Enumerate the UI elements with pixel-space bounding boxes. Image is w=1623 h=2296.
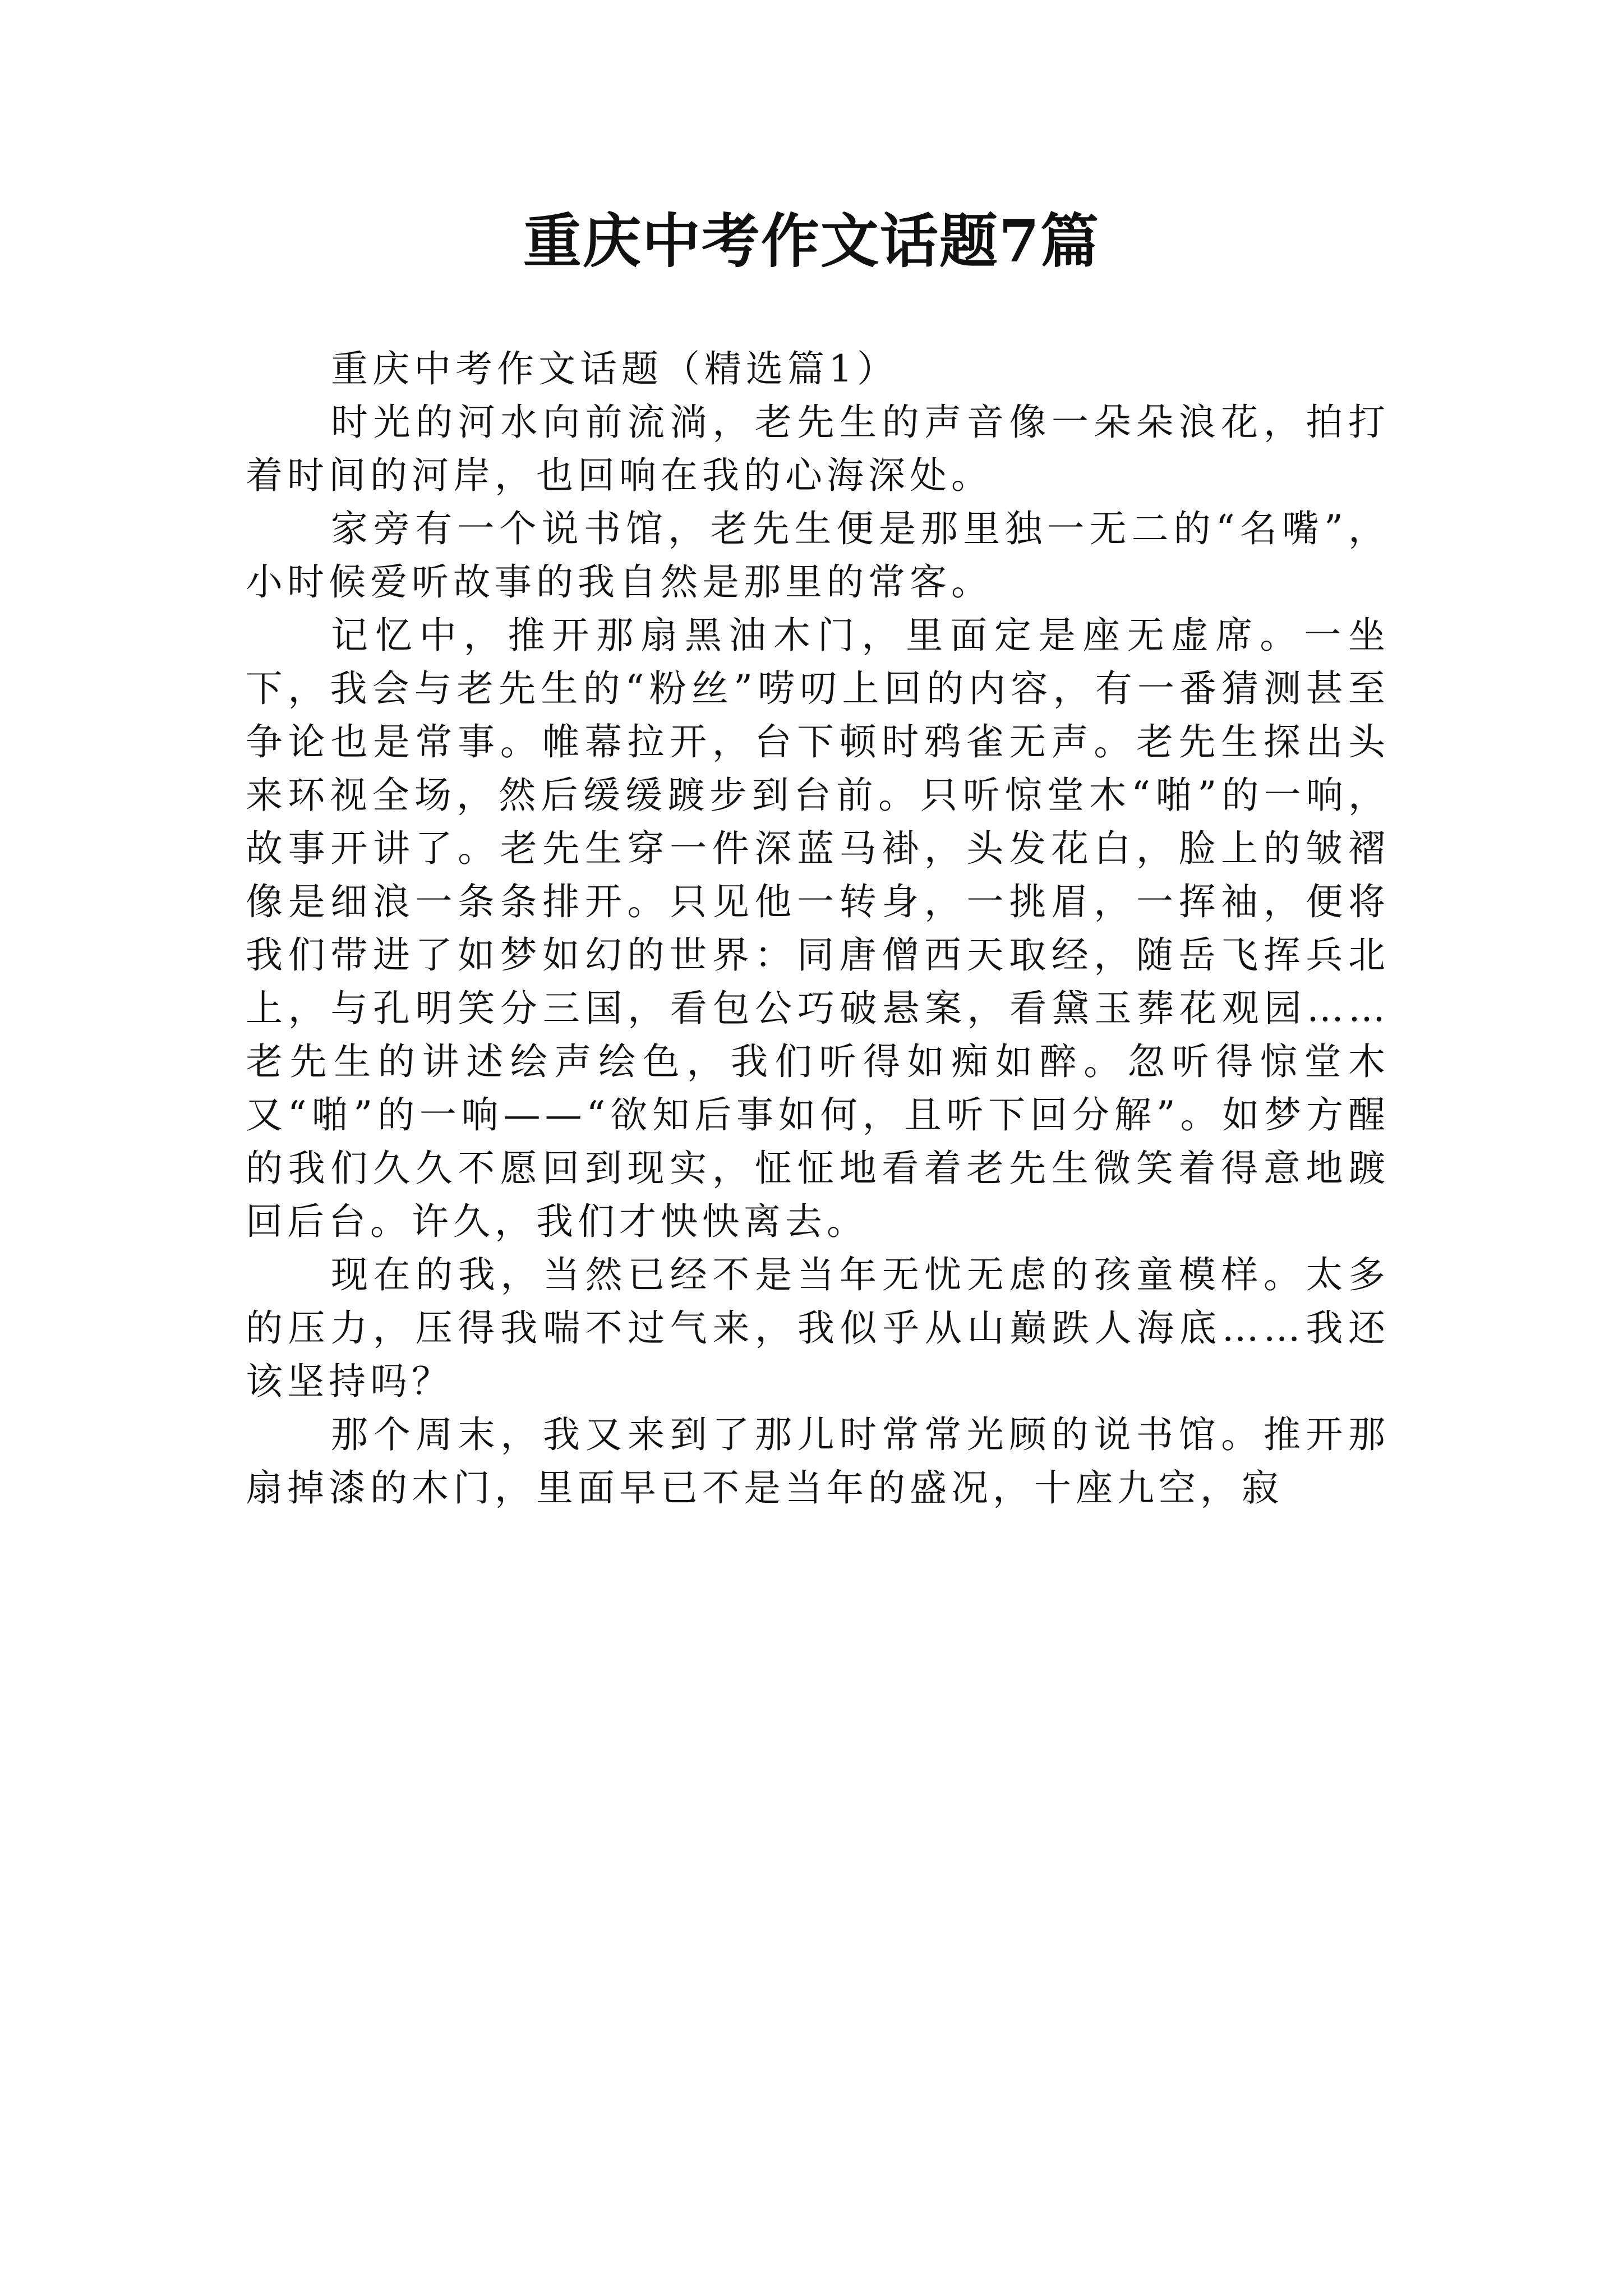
paragraph: 那个周末，我又来到了那儿时常常光顾的说书馆。推开那扇掉漆的木门，里面早已不是当年的盛况，十座九空，寂 xyxy=(246,1413,1390,1510)
document-title: 重庆中考作文话题7篇 xyxy=(523,206,1100,275)
document-body xyxy=(246,342,1390,1515)
section-heading: 重庆中考作文话题（精选篇1） xyxy=(331,347,898,390)
paragraph: 家旁有一个说书馆，老先生便是那里独一无二的“名嘴”，小时候爱听故事的我自然是那里的常客。 xyxy=(246,507,1390,604)
paragraph: 现在的我，当然已经不是当年无忧无虑的孩童模样。太多的压力，压得我喘不过气来，我似乎从山巅跌人海底……我还该坚持吗？ xyxy=(246,1253,1390,1403)
paragraph: 时光的河水向前流淌，老先生的声音像一朵朵浪花，拍打着时间的河岸，也回响在我的心海深处。 xyxy=(246,401,1390,497)
paragraph: 记忆中，推开那扇黑油木门，里面定是座无虚席。一坐下，我会与老先生的“粉丝”唠叨上回的内容，有一番猜测甚至争论也是常事。帷幕拉开，台下顿时鸦雀无声。老先生探出头来环视全场，然后缓缓踱步到台前。只听惊堂木“啪”的一响，故事开讲了。老先生穿一件深蓝马褂，头发花白，脸上的皱褶像是细浪一条条排开。只见他一转身，一挑眉，一挥袖，便将我们带进了如梦如幻的世界：同唐僧西天取经，随岳飞挥兵北上，与孔明笑分三国，看包公巧破悬案，看黛玉葬花观园……老先生的讲述绘声绘色，我们听得如痴如醉。忽听得惊堂木又“啪”的一响——“欲知后事如何，且听下回分解”。如梦方醒的我们久久不愿回到现实，怔怔地看着老先生微笑着得意地踱回后台。许久，我们才怏怏离去。 xyxy=(246,614,1390,1243)
